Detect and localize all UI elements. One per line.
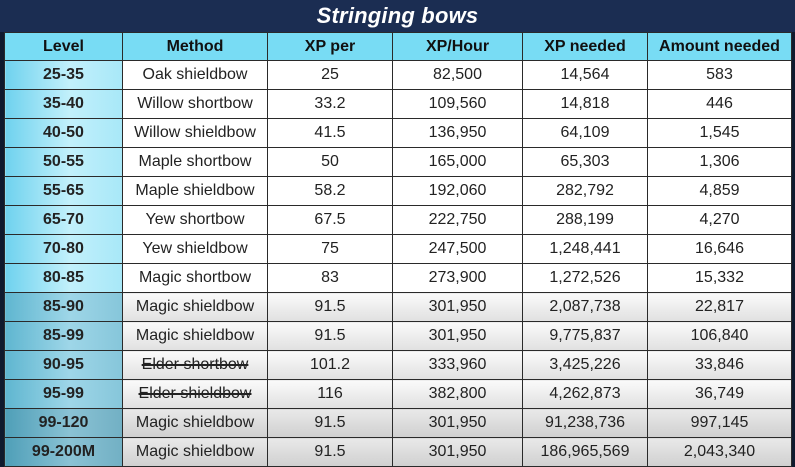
xp-hour-cell: 192,060 (393, 177, 523, 206)
xp-needed-cell: 65,303 (523, 148, 648, 177)
title-bar (0, 0, 795, 32)
xp-needed-cell: 9,775,837 (523, 322, 648, 351)
xp-per-cell: 50 (268, 148, 393, 177)
xp-per-cell: 67.5 (268, 206, 393, 235)
xp-needed-cell: 288,199 (523, 206, 648, 235)
xp-needed-cell: 14,564 (523, 61, 648, 90)
column-header-xp-needed: XP needed (523, 33, 648, 61)
xp-per-cell: 91.5 (268, 293, 393, 322)
xp-hour-cell: 165,000 (393, 148, 523, 177)
column-header-method: Method (123, 33, 268, 61)
struck-method-label: Elder shortbow (141, 356, 249, 373)
amount-needed-cell: 2,043,340 (648, 438, 792, 467)
xp-hour-cell: 247,500 (393, 235, 523, 264)
amount-needed-cell: 106,840 (648, 322, 792, 351)
xp-needed-cell: 2,087,738 (523, 293, 648, 322)
amount-needed-cell: 446 (648, 90, 792, 119)
xp-hour-cell: 136,950 (393, 119, 523, 148)
amount-needed-cell: 4,270 (648, 206, 792, 235)
method-cell: Willow shortbow (123, 90, 268, 119)
table-row (5, 61, 792, 90)
column-header-amount-needed: Amount needed (648, 33, 792, 61)
xp-hour-cell: 301,950 (393, 438, 523, 467)
xp-per-cell: 91.5 (268, 322, 393, 351)
xp-per-cell: 91.5 (268, 409, 393, 438)
table-row (5, 177, 792, 206)
level-cell: 95-99 (5, 380, 123, 409)
level-cell: 99-120 (5, 409, 123, 438)
method-cell: Magic shortbow (123, 264, 268, 293)
level-cell: 40-50 (5, 119, 123, 148)
table-body (5, 61, 792, 467)
xp-hour-cell: 301,950 (393, 409, 523, 438)
amount-needed-cell: 16,646 (648, 235, 792, 264)
xp-hour-cell: 82,500 (393, 61, 523, 90)
xp-hour-cell: 273,900 (393, 264, 523, 293)
method-cell: Magic shieldbow (123, 438, 268, 467)
amount-needed-cell: 4,859 (648, 177, 792, 206)
table-row (5, 351, 792, 380)
level-cell: 80-85 (5, 264, 123, 293)
method-cell: Yew shortbow (123, 206, 268, 235)
method-cell: Maple shortbow (123, 148, 268, 177)
amount-needed-cell: 36,749 (648, 380, 792, 409)
column-header-level: Level (5, 33, 123, 61)
method-cell (123, 380, 268, 409)
xp-hour-cell: 222,750 (393, 206, 523, 235)
method-cell: Maple shieldbow (123, 177, 268, 206)
table-row (5, 206, 792, 235)
method-cell: Magic shieldbow (123, 293, 268, 322)
amount-needed-cell: 15,332 (648, 264, 792, 293)
xp-needed-cell: 3,425,226 (523, 351, 648, 380)
table-row (5, 380, 792, 409)
method-cell (123, 351, 268, 380)
level-cell: 35-40 (5, 90, 123, 119)
table-title: Stringing bows (316, 3, 479, 28)
level-cell: 85-90 (5, 293, 123, 322)
amount-needed-cell: 1,306 (648, 148, 792, 177)
xp-needed-cell: 91,238,736 (523, 409, 648, 438)
xp-per-cell: 91.5 (268, 438, 393, 467)
table-row (5, 293, 792, 322)
amount-needed-cell: 583 (648, 61, 792, 90)
xp-hour-cell: 301,950 (393, 293, 523, 322)
header-row (5, 33, 792, 61)
xp-per-cell: 116 (268, 380, 393, 409)
level-cell: 99-200M (5, 438, 123, 467)
method-cell: Magic shieldbow (123, 322, 268, 351)
table-row (5, 322, 792, 351)
column-header-xp-per: XP per (268, 33, 393, 61)
xp-needed-cell: 14,818 (523, 90, 648, 119)
xp-needed-cell: 1,248,441 (523, 235, 648, 264)
stringing-table (4, 32, 792, 467)
xp-needed-cell: 282,792 (523, 177, 648, 206)
level-cell: 90-95 (5, 351, 123, 380)
method-cell: Yew shieldbow (123, 235, 268, 264)
level-cell: 85-99 (5, 322, 123, 351)
table-row (5, 409, 792, 438)
method-cell: Oak shieldbow (123, 61, 268, 90)
xp-needed-cell: 1,272,526 (523, 264, 648, 293)
xp-needed-cell: 186,965,569 (523, 438, 648, 467)
level-cell: 65-70 (5, 206, 123, 235)
column-header-xp-hour: XP/Hour (393, 33, 523, 61)
xp-hour-cell: 382,800 (393, 380, 523, 409)
xp-per-cell: 101.2 (268, 351, 393, 380)
method-cell: Willow shieldbow (123, 119, 268, 148)
xp-per-cell: 41.5 (268, 119, 393, 148)
xp-per-cell: 83 (268, 264, 393, 293)
xp-needed-cell: 4,262,873 (523, 380, 648, 409)
table-row (5, 438, 792, 467)
xp-needed-cell: 64,109 (523, 119, 648, 148)
xp-per-cell: 33.2 (268, 90, 393, 119)
xp-hour-cell: 333,960 (393, 351, 523, 380)
xp-per-cell: 58.2 (268, 177, 393, 206)
level-cell: 50-55 (5, 148, 123, 177)
table-row (5, 90, 792, 119)
xp-per-cell: 75 (268, 235, 393, 264)
level-cell: 55-65 (5, 177, 123, 206)
amount-needed-cell: 1,545 (648, 119, 792, 148)
table-row (5, 235, 792, 264)
amount-needed-cell: 33,846 (648, 351, 792, 380)
xp-hour-cell: 301,950 (393, 322, 523, 351)
xp-per-cell: 25 (268, 61, 393, 90)
amount-needed-cell: 997,145 (648, 409, 792, 438)
struck-method-label: Elder shieldbow (138, 385, 252, 402)
xp-hour-cell: 109,560 (393, 90, 523, 119)
amount-needed-cell: 22,817 (648, 293, 792, 322)
table-row (5, 119, 792, 148)
method-cell: Magic shieldbow (123, 409, 268, 438)
table-row (5, 264, 792, 293)
level-cell: 25-35 (5, 61, 123, 90)
table-row (5, 148, 792, 177)
level-cell: 70-80 (5, 235, 123, 264)
